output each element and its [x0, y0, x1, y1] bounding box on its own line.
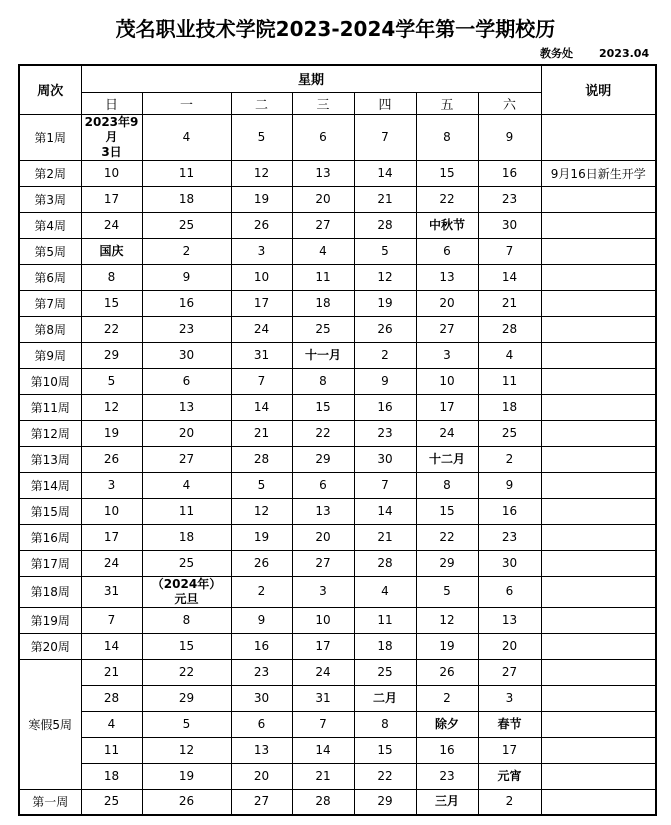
day-cell: 16 — [478, 498, 541, 524]
day-cell: 16 — [142, 290, 231, 316]
weekday-header-thursday: 四 — [354, 92, 416, 114]
day-cell: 11 — [354, 607, 416, 633]
week-label: 第12周 — [19, 420, 81, 446]
week-label: 第8周 — [19, 316, 81, 342]
day-cell: 29 — [354, 789, 416, 815]
day-cell: 21 — [292, 763, 354, 789]
day-cell: 19 — [354, 290, 416, 316]
day-cell: 19 — [231, 186, 292, 212]
day-cell: 18 — [142, 186, 231, 212]
note-cell — [541, 342, 656, 368]
week-label: 第6周 — [19, 264, 81, 290]
week-row — [19, 264, 656, 290]
day-cell: 19 — [81, 420, 142, 446]
day-cell: 18 — [354, 633, 416, 659]
day-cell: 4 — [478, 342, 541, 368]
week-row — [19, 420, 656, 446]
weekday-header-sunday: 日 — [81, 92, 142, 114]
day-cell: 22 — [142, 659, 231, 685]
day-cell: 22 — [81, 316, 142, 342]
day-cell: 10 — [416, 368, 478, 394]
day-cell: 23 — [416, 763, 478, 789]
day-cell: 6 — [142, 368, 231, 394]
weekday-header-saturday: 六 — [478, 92, 541, 114]
day-cell: 24 — [231, 316, 292, 342]
day-cell: 27 — [142, 446, 231, 472]
note-cell — [541, 446, 656, 472]
day-cell: 20 — [142, 420, 231, 446]
day-cell: 23 — [142, 316, 231, 342]
week-label: 第3周 — [19, 186, 81, 212]
day-cell: 18 — [81, 763, 142, 789]
week-row — [19, 160, 656, 186]
note-cell — [541, 711, 656, 737]
day-cell: 12 — [142, 737, 231, 763]
week-label: 第2周 — [19, 160, 81, 186]
day-cell: 25 — [354, 659, 416, 685]
day-cell: 8 — [416, 472, 478, 498]
week-label: 第14周 — [19, 472, 81, 498]
day-cell: 12 — [81, 394, 142, 420]
day-cell: 3 — [478, 685, 541, 711]
day-cell: 28 — [81, 685, 142, 711]
day-cell: 25 — [81, 789, 142, 815]
day-cell: 元宵 — [478, 763, 541, 789]
week-row — [19, 186, 656, 212]
day-cell: 27 — [416, 316, 478, 342]
note-cell — [541, 420, 656, 446]
note-cell — [541, 368, 656, 394]
day-cell: 13 — [478, 607, 541, 633]
week-row — [19, 290, 656, 316]
day-cell: 17 — [81, 186, 142, 212]
day-cell: 26 — [231, 212, 292, 238]
day-cell: 5 — [231, 114, 292, 160]
note-cell — [541, 607, 656, 633]
day-cell: 23 — [354, 420, 416, 446]
day-cell: 26 — [416, 659, 478, 685]
day-cell: 7 — [81, 607, 142, 633]
day-cell: 11 — [142, 160, 231, 186]
week-row — [19, 472, 656, 498]
note-cell: 9月16日新生开学 — [541, 160, 656, 186]
day-cell: 7 — [231, 368, 292, 394]
day-cell: 7 — [354, 472, 416, 498]
day-cell: 4 — [142, 472, 231, 498]
day-cell: 2 — [478, 789, 541, 815]
day-cell: 5 — [416, 576, 478, 607]
day-cell: 8 — [292, 368, 354, 394]
note-column-header: 说明 — [541, 65, 656, 114]
day-cell: 30 — [478, 212, 541, 238]
week-label: 寒假5周 — [19, 659, 81, 789]
day-cell: 13 — [292, 160, 354, 186]
day-cell: 18 — [142, 524, 231, 550]
note-cell — [541, 789, 656, 815]
day-cell: 中秋节 — [416, 212, 478, 238]
week-label: 第1周 — [19, 114, 81, 160]
day-cell: 26 — [81, 446, 142, 472]
day-cell: 3 — [81, 472, 142, 498]
day-cell: 25 — [142, 550, 231, 576]
week-row — [19, 212, 656, 238]
day-cell: 22 — [416, 186, 478, 212]
week-row — [19, 550, 656, 576]
week-label: 第10周 — [19, 368, 81, 394]
day-cell: 7 — [478, 238, 541, 264]
day-cell: 26 — [142, 789, 231, 815]
week-column-header: 周次 — [19, 65, 81, 114]
day-cell: 21 — [81, 659, 142, 685]
weekday-header-friday: 五 — [416, 92, 478, 114]
week-label: 第18周 — [19, 576, 81, 607]
weekday-header-tuesday: 二 — [231, 92, 292, 114]
week-label: 第5周 — [19, 238, 81, 264]
note-cell — [541, 316, 656, 342]
day-cell: 11 — [142, 498, 231, 524]
day-cell: 2 — [231, 576, 292, 607]
day-cell: 9 — [478, 472, 541, 498]
day-cell: 除夕 — [416, 711, 478, 737]
day-cell: 20 — [292, 186, 354, 212]
note-cell — [541, 290, 656, 316]
note-cell — [541, 114, 656, 160]
day-cell: 27 — [478, 659, 541, 685]
day-cell: 4 — [81, 711, 142, 737]
note-cell — [541, 633, 656, 659]
day-cell: 6 — [292, 114, 354, 160]
day-cell: 14 — [81, 633, 142, 659]
note-cell — [541, 685, 656, 711]
day-cell: 20 — [478, 633, 541, 659]
day-cell: 19 — [142, 763, 231, 789]
week-row — [19, 607, 656, 633]
week-label: 第17周 — [19, 550, 81, 576]
day-cell: 25 — [478, 420, 541, 446]
day-cell: 6 — [478, 576, 541, 607]
note-cell — [541, 186, 656, 212]
day-cell: 24 — [81, 550, 142, 576]
note-cell — [541, 394, 656, 420]
day-cell: 30 — [231, 685, 292, 711]
day-cell: 30 — [478, 550, 541, 576]
weekday-header-wednesday: 三 — [292, 92, 354, 114]
day-cell: 12 — [354, 264, 416, 290]
note-cell — [541, 763, 656, 789]
day-cell: 三月 — [416, 789, 478, 815]
note-cell — [541, 264, 656, 290]
day-cell: 9 — [231, 607, 292, 633]
day-cell: 10 — [81, 498, 142, 524]
day-cell: 29 — [292, 446, 354, 472]
week-row — [19, 789, 656, 815]
day-cell: 10 — [292, 607, 354, 633]
day-cell: 17 — [81, 524, 142, 550]
day-cell: 28 — [478, 316, 541, 342]
day-cell: 24 — [292, 659, 354, 685]
day-cell: 16 — [354, 394, 416, 420]
day-cell: 31 — [231, 342, 292, 368]
day-cell: 14 — [354, 498, 416, 524]
day-cell: 3 — [292, 576, 354, 607]
issuer-label: 教务处 — [540, 47, 573, 60]
week-label: 第19周 — [19, 607, 81, 633]
week-label: 第4周 — [19, 212, 81, 238]
calendar-header — [19, 65, 656, 114]
note-cell — [541, 238, 656, 264]
day-cell: 4 — [142, 114, 231, 160]
day-cell: 国庆 — [81, 238, 142, 264]
day-cell: 4 — [292, 238, 354, 264]
calendar-title: 茂名职业技术学院2023-2024学年第一学期校历 — [115, 17, 556, 41]
day-cell: 12 — [231, 160, 292, 186]
day-cell: 17 — [416, 394, 478, 420]
day-cell: 23 — [478, 186, 541, 212]
day-cell: 20 — [231, 763, 292, 789]
week-label: 第16周 — [19, 524, 81, 550]
day-cell: 28 — [354, 212, 416, 238]
week-row — [19, 342, 656, 368]
day-cell: 29 — [416, 550, 478, 576]
week-row — [19, 737, 656, 763]
note-cell — [541, 498, 656, 524]
note-cell — [541, 524, 656, 550]
day-cell: 21 — [478, 290, 541, 316]
day-cell: 25 — [292, 316, 354, 342]
day-cell: 13 — [292, 498, 354, 524]
day-cell: 21 — [231, 420, 292, 446]
day-cell: 24 — [81, 212, 142, 238]
week-row — [19, 633, 656, 659]
note-cell — [541, 576, 656, 607]
week-label: 第11周 — [19, 394, 81, 420]
day-cell: 12 — [416, 607, 478, 633]
note-cell — [541, 737, 656, 763]
day-cell: 15 — [416, 160, 478, 186]
day-cell: 31 — [292, 685, 354, 711]
day-cell: 6 — [292, 472, 354, 498]
day-cell: 27 — [231, 789, 292, 815]
day-cell: 9 — [142, 264, 231, 290]
day-cell: 27 — [292, 212, 354, 238]
day-cell: 16 — [478, 160, 541, 186]
note-cell — [541, 550, 656, 576]
day-cell: 10 — [231, 264, 292, 290]
header-row — [19, 65, 656, 92]
day-cell: 23 — [231, 659, 292, 685]
day-cell: 16 — [416, 737, 478, 763]
day-cell: 2023年9月 3日 — [81, 114, 142, 160]
day-cell: 7 — [354, 114, 416, 160]
week-label: 第15周 — [19, 498, 81, 524]
issue-date: 2023.04 — [599, 47, 650, 60]
day-cell: 5 — [81, 368, 142, 394]
day-cell: 19 — [231, 524, 292, 550]
day-cell: 21 — [354, 186, 416, 212]
day-cell: 2 — [142, 238, 231, 264]
day-cell: 15 — [81, 290, 142, 316]
day-cell: 30 — [142, 342, 231, 368]
day-cell: 26 — [231, 550, 292, 576]
day-cell: 26 — [354, 316, 416, 342]
day-cell: 22 — [292, 420, 354, 446]
day-cell: 8 — [416, 114, 478, 160]
week-label: 第20周 — [19, 633, 81, 659]
day-cell: 27 — [292, 550, 354, 576]
week-row — [19, 238, 656, 264]
note-cell — [541, 212, 656, 238]
day-cell: 8 — [142, 607, 231, 633]
week-row — [19, 659, 656, 685]
week-row — [19, 316, 656, 342]
weekday-header-monday: 一 — [142, 92, 231, 114]
day-cell: （2024年） 元旦 — [142, 576, 231, 607]
week-row — [19, 524, 656, 550]
day-cell: 4 — [354, 576, 416, 607]
day-cell: 14 — [292, 737, 354, 763]
week-row — [19, 498, 656, 524]
day-cell: 28 — [292, 789, 354, 815]
day-cell: 2 — [416, 685, 478, 711]
day-cell: 13 — [416, 264, 478, 290]
day-cell: 14 — [478, 264, 541, 290]
day-cell: 14 — [354, 160, 416, 186]
day-cell: 11 — [292, 264, 354, 290]
day-cell: 25 — [142, 212, 231, 238]
day-cell: 22 — [354, 763, 416, 789]
school-calendar-table — [18, 64, 657, 816]
note-cell — [541, 659, 656, 685]
week-row — [19, 446, 656, 472]
day-cell: 9 — [478, 114, 541, 160]
day-cell: 24 — [416, 420, 478, 446]
day-cell: 5 — [142, 711, 231, 737]
day-cell: 28 — [231, 446, 292, 472]
day-cell: 29 — [81, 342, 142, 368]
day-cell: 18 — [292, 290, 354, 316]
day-cell: 10 — [81, 160, 142, 186]
day-cell: 二月 — [354, 685, 416, 711]
day-cell: 2 — [478, 446, 541, 472]
week-row — [19, 394, 656, 420]
day-cell: 13 — [231, 737, 292, 763]
day-cell: 十二月 — [416, 446, 478, 472]
day-cell: 21 — [354, 524, 416, 550]
week-row — [19, 685, 656, 711]
day-cell: 15 — [416, 498, 478, 524]
day-cell: 15 — [354, 737, 416, 763]
day-cell: 17 — [231, 290, 292, 316]
day-cell: 19 — [416, 633, 478, 659]
day-cell: 9 — [354, 368, 416, 394]
day-cell: 29 — [142, 685, 231, 711]
day-cell: 14 — [231, 394, 292, 420]
day-cell: 15 — [142, 633, 231, 659]
day-cell: 31 — [81, 576, 142, 607]
day-cell: 8 — [81, 264, 142, 290]
day-cell: 20 — [292, 524, 354, 550]
week-row — [19, 763, 656, 789]
day-cell: 11 — [81, 737, 142, 763]
day-cell: 23 — [478, 524, 541, 550]
day-cell: 3 — [416, 342, 478, 368]
week-row — [19, 576, 656, 607]
day-cell: 28 — [354, 550, 416, 576]
day-cell: 20 — [416, 290, 478, 316]
week-label: 第7周 — [19, 290, 81, 316]
day-cell: 13 — [142, 394, 231, 420]
day-cell: 30 — [354, 446, 416, 472]
calendar-body — [19, 114, 656, 815]
day-cell: 11 — [478, 368, 541, 394]
day-cell: 6 — [416, 238, 478, 264]
week-row — [19, 711, 656, 737]
week-row — [19, 368, 656, 394]
day-cell: 春节 — [478, 711, 541, 737]
day-cell: 3 — [231, 238, 292, 264]
week-label: 第一周 — [19, 789, 81, 815]
day-cell: 5 — [231, 472, 292, 498]
issuer-line — [540, 47, 649, 61]
day-cell: 17 — [292, 633, 354, 659]
week-row — [19, 114, 656, 160]
day-cell: 2 — [354, 342, 416, 368]
day-cell: 15 — [292, 394, 354, 420]
day-cell: 5 — [354, 238, 416, 264]
week-label: 第9周 — [19, 342, 81, 368]
day-cell: 8 — [354, 711, 416, 737]
day-cell: 十一月 — [292, 342, 354, 368]
day-cell: 6 — [231, 711, 292, 737]
day-cell: 12 — [231, 498, 292, 524]
day-cell: 7 — [292, 711, 354, 737]
day-cell: 17 — [478, 737, 541, 763]
day-cell: 16 — [231, 633, 292, 659]
note-cell — [541, 472, 656, 498]
day-cell: 18 — [478, 394, 541, 420]
weekday-group-header: 星期 — [81, 65, 541, 92]
day-cell: 22 — [416, 524, 478, 550]
week-label: 第13周 — [19, 446, 81, 472]
